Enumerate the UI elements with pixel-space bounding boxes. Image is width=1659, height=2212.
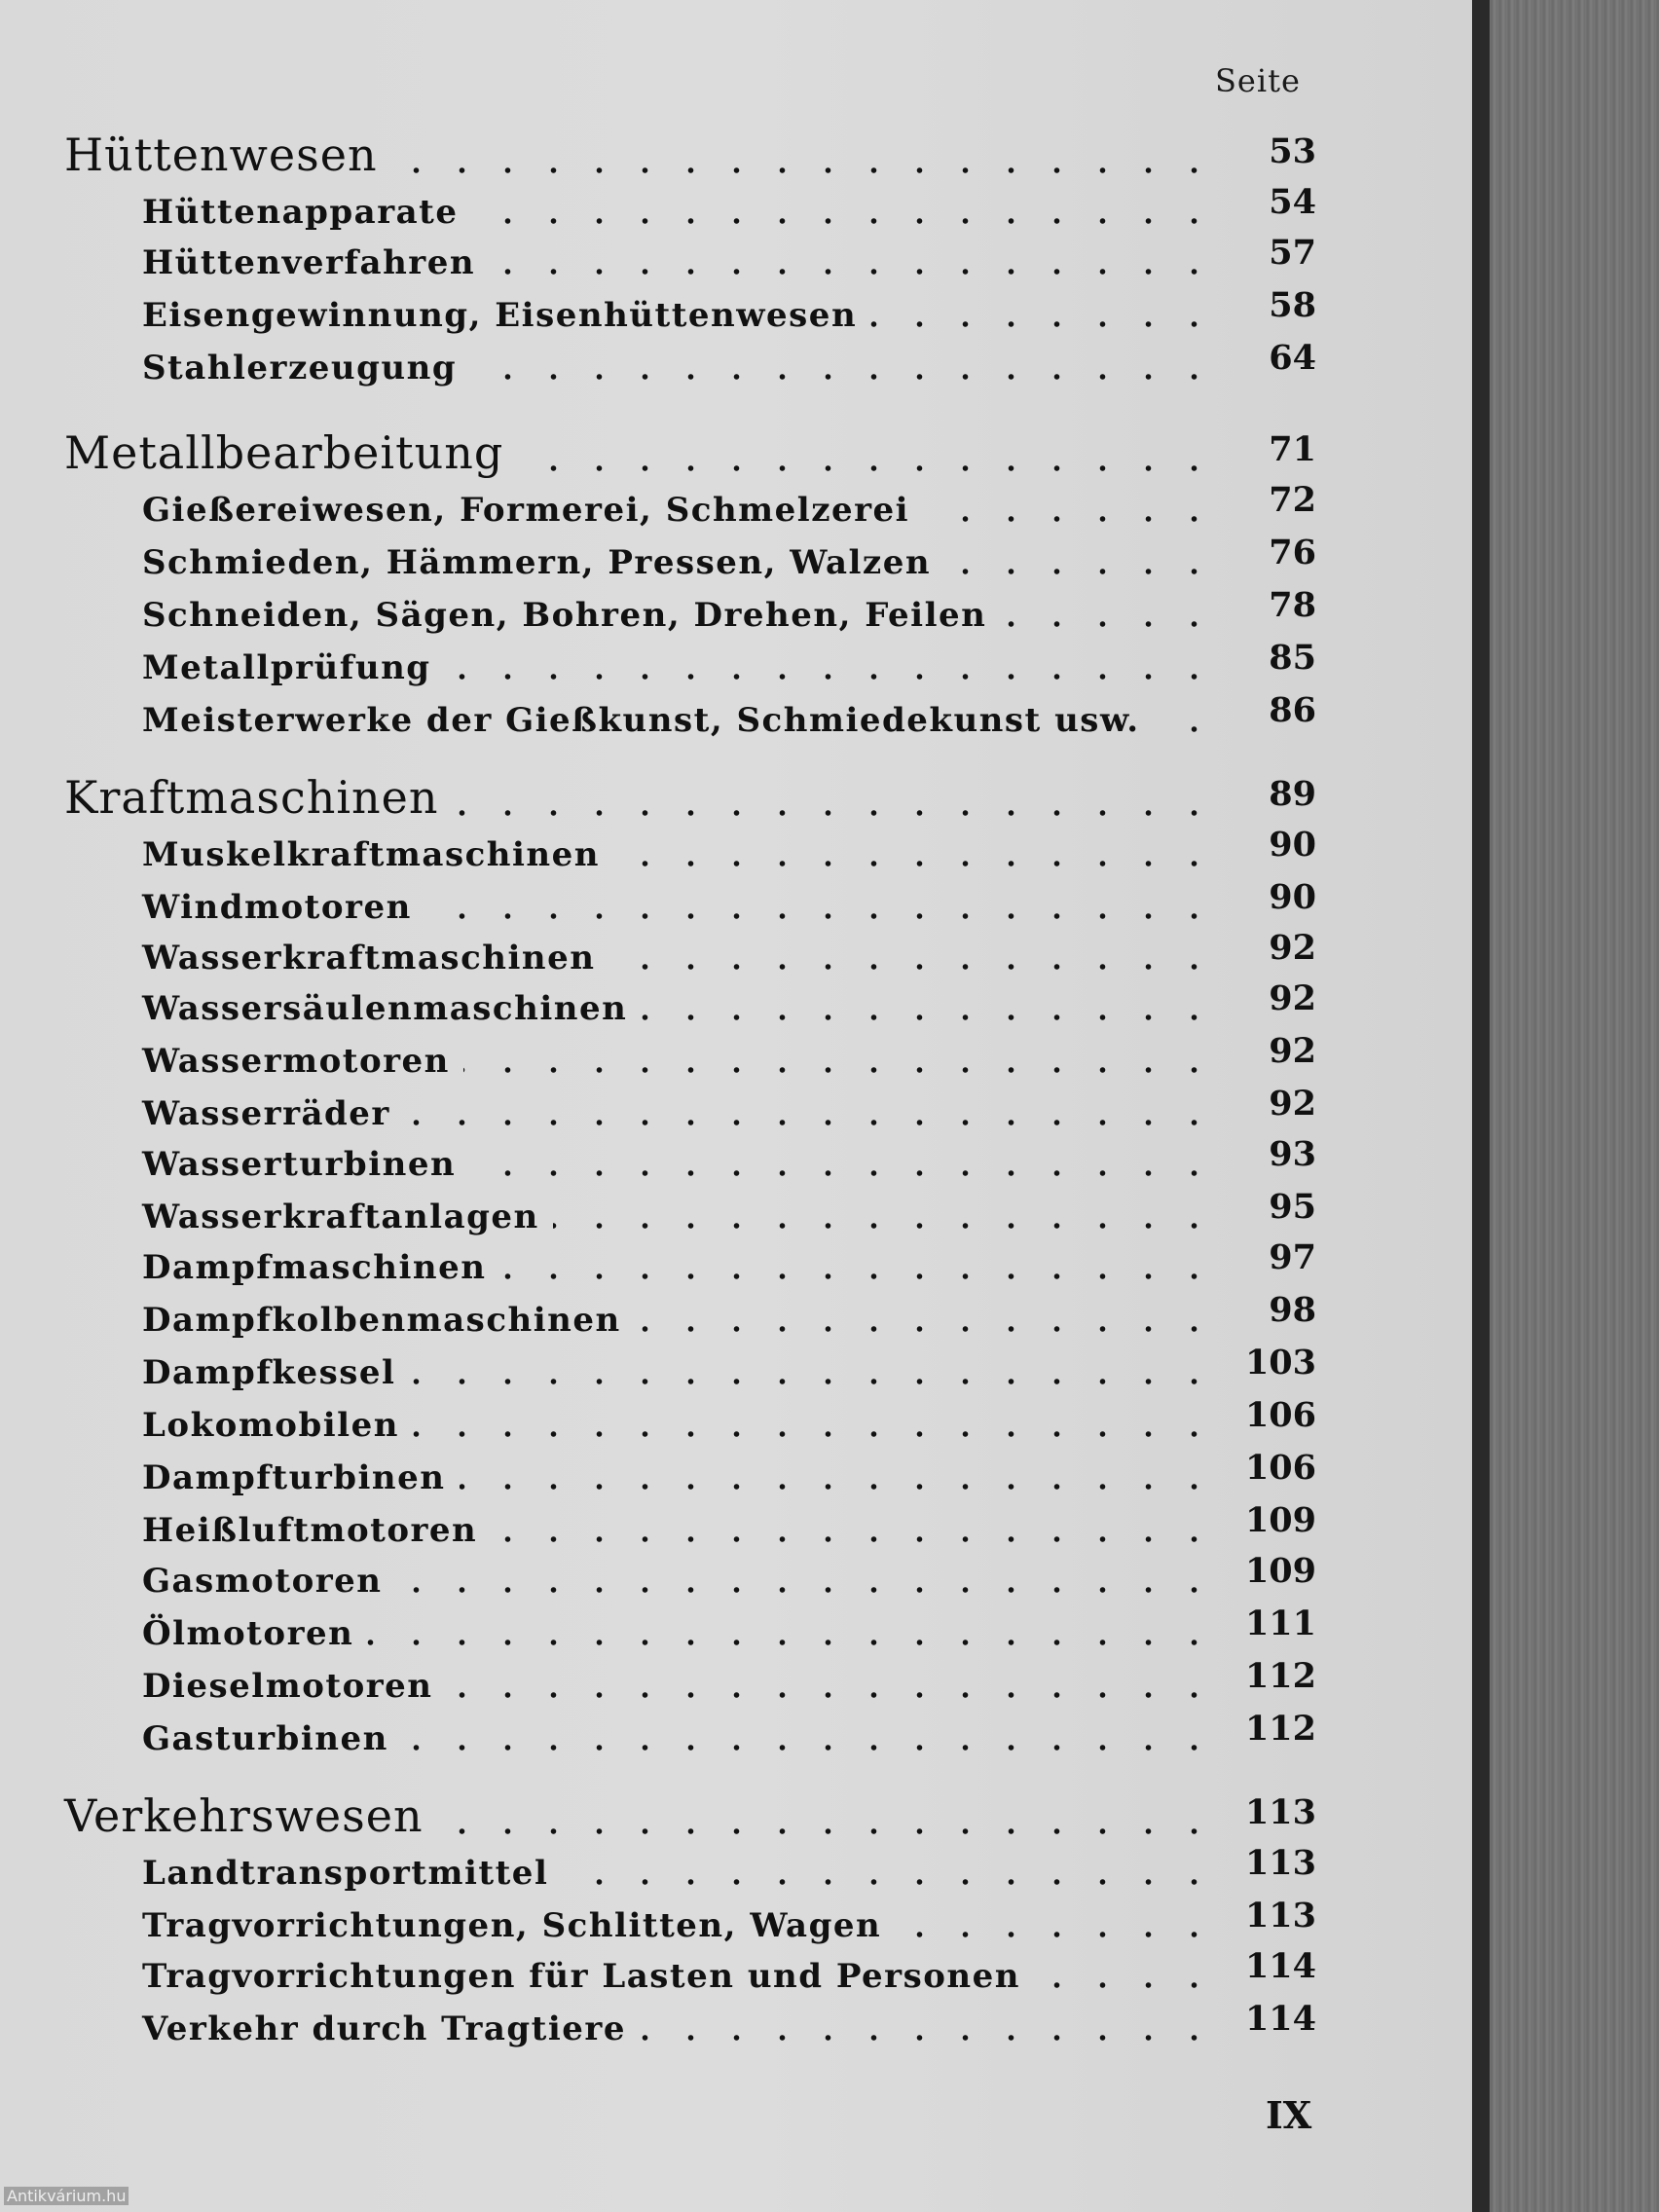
dot-leader [1034,1982,1217,1988]
toc-entry-title: Windmotoren [142,888,412,927]
toc-entry [0,1656,1324,1710]
toc-entry-title: Metallprüfung [142,648,431,687]
toc-entry-title: Heißluftmotoren [142,1511,478,1550]
dot-leader [491,1536,1217,1542]
toc-page-number: 71 [1269,429,1316,469]
book-binding [1480,0,1659,2212]
toc-entry-title: Wasserturbinen [142,1145,457,1184]
dot-leader [367,1640,1217,1645]
toc-page-number: 89 [1269,774,1316,814]
toc-entry-title: Verkehr durch Tragtiere [142,2009,626,2048]
dot-leader [640,2035,1217,2041]
toc-page-number: 86 [1269,690,1316,730]
toc-page-number: 106 [1244,1395,1316,1435]
toc-entry-title: Dieselmotoren [142,1667,433,1706]
toc-entry [0,978,1324,1032]
dot-leader [923,516,1217,522]
toc-page-number: 113 [1244,1843,1316,1883]
toc-page-number: 113 [1244,1792,1316,1832]
toc-entry-title: Tragvorrichtungen, Schlitten, Wagen [142,1906,882,1945]
toc-entry [0,638,1324,691]
toc-page-number: 92 [1269,1084,1316,1124]
toc-entry [0,1604,1324,1657]
dot-leader [391,167,1217,173]
toc-entry [0,1084,1324,1137]
dot-leader [944,569,1217,574]
toc-entry-title: Gasturbinen [142,1719,388,1758]
toc-entry-title: Schneiden, Sägen, Bohren, Drehen, Feilen [142,596,987,635]
toc-page-number: 114 [1244,1999,1316,2039]
toc-entry-title: Wasserkraftanlagen [142,1198,539,1236]
dot-leader [641,1014,1217,1020]
dot-leader [1000,621,1217,627]
toc-entry [0,825,1324,878]
toc-section [0,771,1324,828]
toc-page-number: 90 [1269,825,1316,865]
toc-page-number: 106 [1244,1448,1316,1488]
toc-page-number: 97 [1269,1237,1316,1277]
toc-entry [0,1187,1324,1240]
toc-page-number: 76 [1269,533,1316,572]
dot-leader [472,218,1217,224]
toc-entry-title: Dampfkessel [142,1353,396,1392]
toc-page-number: 64 [1269,338,1316,378]
toc-entry [0,480,1324,534]
dot-leader [635,1326,1217,1332]
toc-section-title: Metallbearbeitung [64,426,504,479]
toc-page-number: 103 [1244,1343,1316,1382]
dot-leader [396,1587,1217,1593]
dot-leader [453,810,1217,816]
toc-entry-title: Hüttenapparate [142,193,459,232]
toc-entry [0,338,1324,391]
toc-page-number: 109 [1244,1551,1316,1591]
toc-entry [0,233,1324,286]
dot-leader [463,1067,1217,1073]
toc-entry [0,1395,1324,1449]
dot-leader [409,1379,1217,1384]
toc-entry [0,877,1324,931]
toc-entry-title: Eisengewinnung, Eisenhüttenwesen [142,296,858,335]
toc-entry [0,1343,1324,1396]
toc-entry-title: Wasserkraftmaschinen [142,939,596,977]
toc-entry [0,1709,1324,1762]
toc-page-number: 112 [1244,1656,1316,1696]
dot-leader [425,913,1217,919]
dot-leader [870,321,1217,327]
toc-entry [0,1999,1324,2052]
toc-page-number: 54 [1269,182,1316,222]
toc-page-number: 111 [1244,1604,1316,1643]
toc-page-number: 93 [1269,1134,1316,1174]
toc-entry [0,1448,1324,1501]
dot-leader [460,1484,1217,1490]
toc-entry [0,690,1324,744]
toc-entry-title: Wasserräder [142,1094,390,1133]
dot-leader [562,1879,1217,1885]
toc-entry-title: Dampfturbinen [142,1458,446,1497]
toc-entry [0,285,1324,339]
page-column-label: Seite [1215,62,1301,99]
toc-page-number: 112 [1244,1709,1316,1749]
toc-entry [0,1551,1324,1604]
folio-number: IX [1266,2093,1312,2137]
dot-leader [445,674,1217,680]
toc-page-number: 92 [1269,1031,1316,1071]
toc-page-number: 92 [1269,928,1316,968]
toc-entry-title: Gasmotoren [142,1562,383,1601]
toc-page-number: 57 [1269,233,1316,273]
toc-entry [0,1237,1324,1291]
toc-entry [0,585,1324,639]
dot-leader [499,1273,1217,1279]
toc-page-number: 85 [1269,638,1316,678]
toc-page-number: 109 [1244,1500,1316,1540]
dot-leader [437,1828,1217,1834]
dot-leader [470,374,1217,380]
toc-section [0,129,1324,185]
dot-leader [895,1932,1217,1937]
toc-entry-title: Muskelkraftmaschinen [142,835,600,874]
toc-section-title: Kraftmaschinen [64,771,439,824]
toc-page-number: 53 [1269,131,1316,171]
toc-entry [0,182,1324,236]
dot-leader [402,1745,1217,1751]
dot-leader [489,269,1217,275]
toc-page-number: 113 [1244,1896,1316,1936]
toc-entry [0,533,1324,586]
toc-entry-title: Wassersäulenmaschinen [142,989,628,1028]
toc-entry-title: Meisterwerke der Gießkunst, Schmiedekunst usw. [142,701,1140,740]
toc-page-number: 78 [1269,585,1316,625]
toc-entry-title: Dampfkolbenmaschinen [142,1301,621,1340]
toc-page-number: 95 [1269,1187,1316,1227]
dot-leader [413,1431,1217,1437]
dot-leader [469,1170,1217,1176]
watermark: Antikvárium.hu [4,2187,129,2205]
toc-page-number: 98 [1269,1290,1316,1330]
toc-entry [0,1843,1324,1897]
toc-page-number: 90 [1269,877,1316,917]
toc-section-title: Hüttenwesen [64,129,378,181]
toc-entry-title: Gießereiwesen, Formerei, Schmelzerei [142,491,910,530]
dot-leader [608,964,1217,970]
page-edge-shadow [1472,0,1490,2212]
toc-entry-title: Tragvorrichtungen für Lasten und Personen [142,1957,1020,1996]
toc-entry-title: Schmieden, Hämmern, Pressen, Walzen [142,543,932,582]
toc-entry [0,928,1324,981]
toc-entry-title: Wassermotoren [142,1042,450,1081]
toc-entry-title: Stahlerzeugung [142,349,458,387]
toc-entry [0,1290,1324,1344]
toc-section [0,426,1324,483]
toc-entry-title: Dampfmaschinen [142,1248,487,1287]
toc-entry-title: Ölmotoren [142,1614,354,1653]
toc-section-title: Verkehrswesen [64,1789,424,1842]
dot-leader [553,1223,1217,1229]
toc-page-number: 58 [1269,285,1316,325]
toc-page-number: 114 [1244,1946,1316,1986]
toc-entry-title: Lokomobilen [142,1406,399,1445]
toc-entry [0,1134,1324,1188]
toc-page-number: 72 [1269,480,1316,520]
toc-section [0,1789,1324,1846]
dot-leader [613,861,1217,866]
dot-leader [447,1692,1217,1698]
dot-leader [517,465,1217,471]
toc-page-number: 92 [1269,978,1316,1018]
dot-leader [404,1120,1217,1125]
toc-entry [0,1031,1324,1085]
toc-entry [0,1500,1324,1554]
toc-entry [0,1896,1324,1949]
dot-leader [1154,726,1217,732]
toc-entry [0,1946,1324,2000]
toc-entry-title: Landtransportmittel [142,1854,549,1893]
toc-entry-title: Hüttenverfahren [142,243,476,282]
